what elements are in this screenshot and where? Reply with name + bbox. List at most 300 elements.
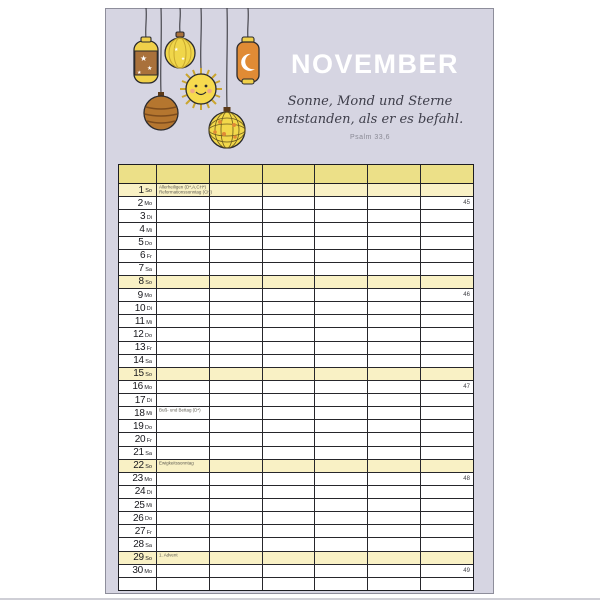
ribbed-ball-lantern-icon [165,32,195,68]
entry-cell [315,499,368,511]
moon-lantern-icon [237,37,259,84]
entry-cell [421,525,473,537]
weekday-abbrev: So [145,463,152,470]
entry-cell [210,289,263,301]
weekday-abbrev: Mo [144,293,152,300]
day-label-cell [119,473,157,485]
day-number: 4 [139,223,145,235]
holiday-note: 1. Advent [159,552,178,558]
day-label-cell [119,315,157,327]
entry-cell [210,302,263,314]
svg-text:★: ★ [140,54,148,63]
entry-cell [157,184,210,196]
day-label-cell [119,289,157,301]
entry-cell [263,328,316,340]
entry-cell [315,197,368,209]
names-header-row [119,165,473,184]
day-number: 7 [138,263,144,275]
day-label-cell [119,499,157,511]
weekday-abbrev: Fr [146,437,152,444]
entry-cell [210,525,263,537]
entry-cell [210,223,263,235]
entry-cell [263,499,316,511]
day-number: 16 [132,381,143,393]
entry-cell [421,447,473,459]
entry-cell [421,512,473,524]
entry-cell [315,578,368,590]
entry-cell [157,512,210,524]
day-number: 18 [134,407,145,419]
weekday-abbrev: Sa [145,358,152,365]
day-row [119,368,473,381]
day-number: 19 [132,420,144,432]
day-label-cell [119,250,157,262]
entry-cell [368,578,421,590]
day-label-cell [119,512,157,524]
entry-cell [263,197,316,209]
entry-cell [157,486,210,498]
day-label-cell [119,342,157,354]
entry-cell [368,420,421,432]
day-row [119,486,473,499]
entry-cell [210,578,263,590]
entry-cell [368,407,421,419]
entry-cell [421,289,473,301]
day-row [119,197,473,210]
entry-cell [157,565,210,577]
day-number: 27 [134,525,146,537]
day-number: 30 [132,565,143,577]
day-number: 26 [132,512,144,524]
entry-cell [368,250,421,262]
entry-cell [421,223,473,235]
entry-cell [210,237,263,249]
entry-cell [421,250,473,262]
weekday-abbrev: Do [144,424,152,431]
day-number: 22 [133,460,144,472]
entry-cell [421,407,473,419]
day-number: 5 [138,237,144,249]
day-label-cell [119,276,157,288]
entry-cell [315,289,368,301]
entry-cell [210,342,263,354]
entry-cell [315,460,368,472]
entry-cell [263,250,316,262]
day-row [119,525,473,538]
day-row [119,512,473,525]
entry-cell [315,184,368,196]
day-row [119,184,473,197]
entry-cell [210,512,263,524]
holiday-note: Ewigkeitssonntag [159,460,194,466]
entry-cell [421,565,473,577]
entry-cell [421,473,473,485]
entry-cell [263,420,316,432]
weekday-abbrev: Mo [144,477,152,484]
entry-cell [210,565,263,577]
entry-cell [210,184,263,196]
svg-text:★: ★ [137,70,142,76]
entry-cell [157,447,210,459]
weekday-abbrev: Do [144,332,152,339]
day-label-cell [119,433,157,445]
day-row [119,250,473,263]
day-row [119,407,473,420]
entry-cell [368,263,421,275]
entry-cell [421,197,473,209]
entry-cell [157,223,210,235]
entry-cell [263,289,316,301]
day-label-cell [119,552,157,564]
entry-cell [263,302,316,314]
entry-cell [421,433,473,445]
entry-cell [210,486,263,498]
day-label-cell [119,381,157,393]
entry-cell [263,552,316,564]
day-label-cell [119,237,157,249]
day-row [119,355,473,368]
day-row [119,460,473,473]
verse-quote [239,93,501,143]
entry-cell [210,368,263,380]
day-label-cell [119,302,157,314]
entry-cell [368,525,421,537]
entry-cell [315,473,368,485]
entry-cell [368,486,421,498]
entry-cell [210,460,263,472]
day-label-cell [119,210,157,222]
entry-cell [157,368,210,380]
entry-cell [157,525,210,537]
verse-line-2: entstanden, als er es befahl. [276,111,464,127]
entry-cell [263,565,316,577]
entry-cell [157,473,210,485]
entry-cell [368,342,421,354]
entry-cell [157,250,210,262]
entry-cell [157,302,210,314]
entry-cell [210,394,263,406]
day-row [119,499,473,512]
weekday-abbrev: Mi [146,503,152,510]
day-row [119,302,473,315]
entry-cell [157,499,210,511]
entry-cell [263,210,316,222]
entry-cell [315,433,368,445]
day-row [119,328,473,341]
weekday-abbrev: Mi [146,319,152,326]
weekday-abbrev: Mo [144,385,152,392]
entry-cell [421,165,473,183]
entry-cell [210,328,263,340]
entry-cell [157,197,210,209]
holiday-note: Allerheiligen (D*,A,CH*) Reformationssonntag (CH) [159,185,212,196]
entry-cell [157,342,210,354]
entry-cell [421,355,473,367]
day-row [119,289,473,302]
entry-cell [157,289,210,301]
entry-cell [263,394,316,406]
entry-cell [315,276,368,288]
entry-cell [263,512,316,524]
entry-cell [315,263,368,275]
day-label-cell [119,525,157,537]
entry-cell [421,460,473,472]
day-label-cell [119,565,157,577]
entry-cell [368,368,421,380]
entry-cell [421,263,473,275]
entry-cell [210,276,263,288]
entry-cell [157,420,210,432]
day-number: 12 [132,328,144,340]
weekday-abbrev: Mi [146,411,152,418]
day-number: 23 [132,473,143,485]
day-row [119,263,473,276]
entry-cell [263,433,316,445]
verse-reference: Psalm 33,6 [349,134,391,142]
entry-cell [157,394,210,406]
entry-cell [315,538,368,550]
entry-cell [210,420,263,432]
day-number: 10 [134,302,146,314]
weekday-abbrev: So [145,372,152,379]
entry-cell [368,565,421,577]
day-label-cell [119,197,157,209]
entry-cell [210,407,263,419]
weekday-abbrev: So [145,555,152,562]
entry-cell [210,381,263,393]
day-row [119,276,473,289]
weekday-abbrev: Di [146,398,152,405]
entry-cell [157,315,210,327]
day-row [119,447,473,460]
entry-cell [368,210,421,222]
entry-cell [315,315,368,327]
entry-cell [315,407,368,419]
svg-text:★: ★ [147,66,153,72]
entry-cell [263,525,316,537]
entry-cell [368,552,421,564]
entry-cell [315,210,368,222]
weekday-abbrev: Di [146,306,152,313]
day-number: 24 [134,486,146,498]
day-row [119,565,473,578]
day-row [119,315,473,328]
day-number: 21 [133,447,144,459]
entry-cell [368,302,421,314]
entry-cell [368,473,421,485]
entry-cell [315,165,368,183]
entry-cell [368,538,421,550]
entry-cell [263,578,316,590]
calendar-page [105,8,494,594]
entry-cell [368,355,421,367]
entry-cell [210,315,263,327]
entry-cell [263,276,316,288]
day-label-cell [119,486,157,498]
day-label-cell [119,407,157,419]
day-row [119,473,473,486]
entry-cell [210,499,263,511]
entry-cell [210,197,263,209]
weekday-abbrev: Fr [146,529,152,536]
sun-face-lantern-icon [180,68,222,110]
entry-cell [263,165,316,183]
entry-cell [315,368,368,380]
entry-cell [210,473,263,485]
entry-cell [315,302,368,314]
entry-cell [368,237,421,249]
day-number: 2 [137,197,143,209]
day-label-cell [119,578,157,590]
entry-cell [368,499,421,511]
entry-cell [368,197,421,209]
svg-text:★: ★ [174,47,179,53]
day-number: 11 [134,315,145,327]
entry-cell [421,184,473,196]
entry-cell [157,538,210,550]
day-row [119,381,473,394]
star-lantern-icon [134,37,158,83]
entry-cell [315,420,368,432]
calendar-grid [118,164,474,591]
day-row [119,420,473,433]
entry-cell [263,315,316,327]
day-number: 1 [138,184,144,196]
entry-cell [421,499,473,511]
week-number: 48 [463,475,470,482]
day-number: 8 [138,276,144,288]
day-row [119,237,473,250]
entry-cell [368,433,421,445]
entry-cell [157,237,210,249]
entry-cell [210,355,263,367]
entry-cell [157,460,210,472]
day-label-cell [119,538,157,550]
entry-cell [157,552,210,564]
weekday-abbrev: So [145,280,152,287]
entry-cell [421,302,473,314]
entry-cell [157,578,210,590]
entry-cell [210,447,263,459]
entry-cell [421,381,473,393]
weekday-abbrev: Fr [146,253,152,260]
day-row [119,223,473,236]
day-label-cell [119,355,157,367]
entry-cell [421,276,473,288]
entry-cell [421,315,473,327]
entry-cell [368,328,421,340]
entry-cell [421,210,473,222]
weekday-abbrev: Do [144,240,152,247]
entry-cell [263,460,316,472]
entry-cell [421,538,473,550]
weekday-abbrev: Mo [144,568,152,575]
day-label-cell [119,328,157,340]
svg-text:★: ★ [181,56,186,61]
week-number: 45 [463,200,470,207]
entry-cell [421,328,473,340]
entry-cell [157,210,210,222]
entry-cell [210,263,263,275]
entry-cell [210,165,263,183]
day-number: 13 [134,342,146,354]
entry-cell [368,165,421,183]
entry-cell [263,223,316,235]
holiday-note: Buß- und Bettag (D*) [159,408,201,414]
day-label-cell [119,184,157,196]
day-label-cell [119,394,157,406]
entry-cell [263,538,316,550]
day-label-cell [119,460,157,472]
weekday-abbrev: Sa [145,450,152,457]
entry-cell [315,552,368,564]
weekday-abbrev: Fr [146,345,152,352]
entry-cell [210,433,263,445]
weekday-abbrev: Di [146,214,152,221]
day-number: 14 [133,355,144,367]
weekday-abbrev: Sa [145,542,152,549]
entry-cell [210,210,263,222]
entry-cell [368,276,421,288]
day-row [119,433,473,446]
entry-cell [157,407,210,419]
day-label-cell [119,263,157,275]
entry-cell [263,237,316,249]
entry-cell [368,512,421,524]
entry-cell [157,165,210,183]
month-title: NOVEMBER [290,49,459,79]
entry-cell [421,552,473,564]
entry-cell [263,473,316,485]
day-number: 15 [133,368,144,380]
entry-cell [421,420,473,432]
verse-line-1: Sonne, Mond und Sterne [287,94,453,109]
entry-cell [263,263,316,275]
entry-cell [263,381,316,393]
weekday-abbrev: Do [144,516,152,523]
week-number: 47 [463,383,470,390]
weekday-abbrev: So [145,188,152,195]
day-label-cell [119,420,157,432]
weekday-abbrev: Di [146,490,152,497]
day-number: 20 [134,433,146,445]
entry-cell [421,342,473,354]
day-number: 29 [133,552,144,564]
entry-cell [315,394,368,406]
week-number: 46 [463,292,470,299]
entry-cell [263,447,316,459]
entry-cell [210,552,263,564]
empty-row [119,578,473,590]
entry-cell [157,355,210,367]
day-row [119,342,473,355]
weekday-abbrev: Mi [146,227,152,234]
entry-cell [315,447,368,459]
entry-cell [315,486,368,498]
day-row [119,210,473,223]
entry-cell [315,381,368,393]
day-row [119,394,473,407]
entry-cell [315,328,368,340]
entry-cell [263,342,316,354]
day-number: 17 [134,394,146,406]
day-number: 25 [134,499,145,511]
entry-cell [368,460,421,472]
entry-cell [368,447,421,459]
entry-cell [368,184,421,196]
entry-cell [315,342,368,354]
entry-cell [315,250,368,262]
